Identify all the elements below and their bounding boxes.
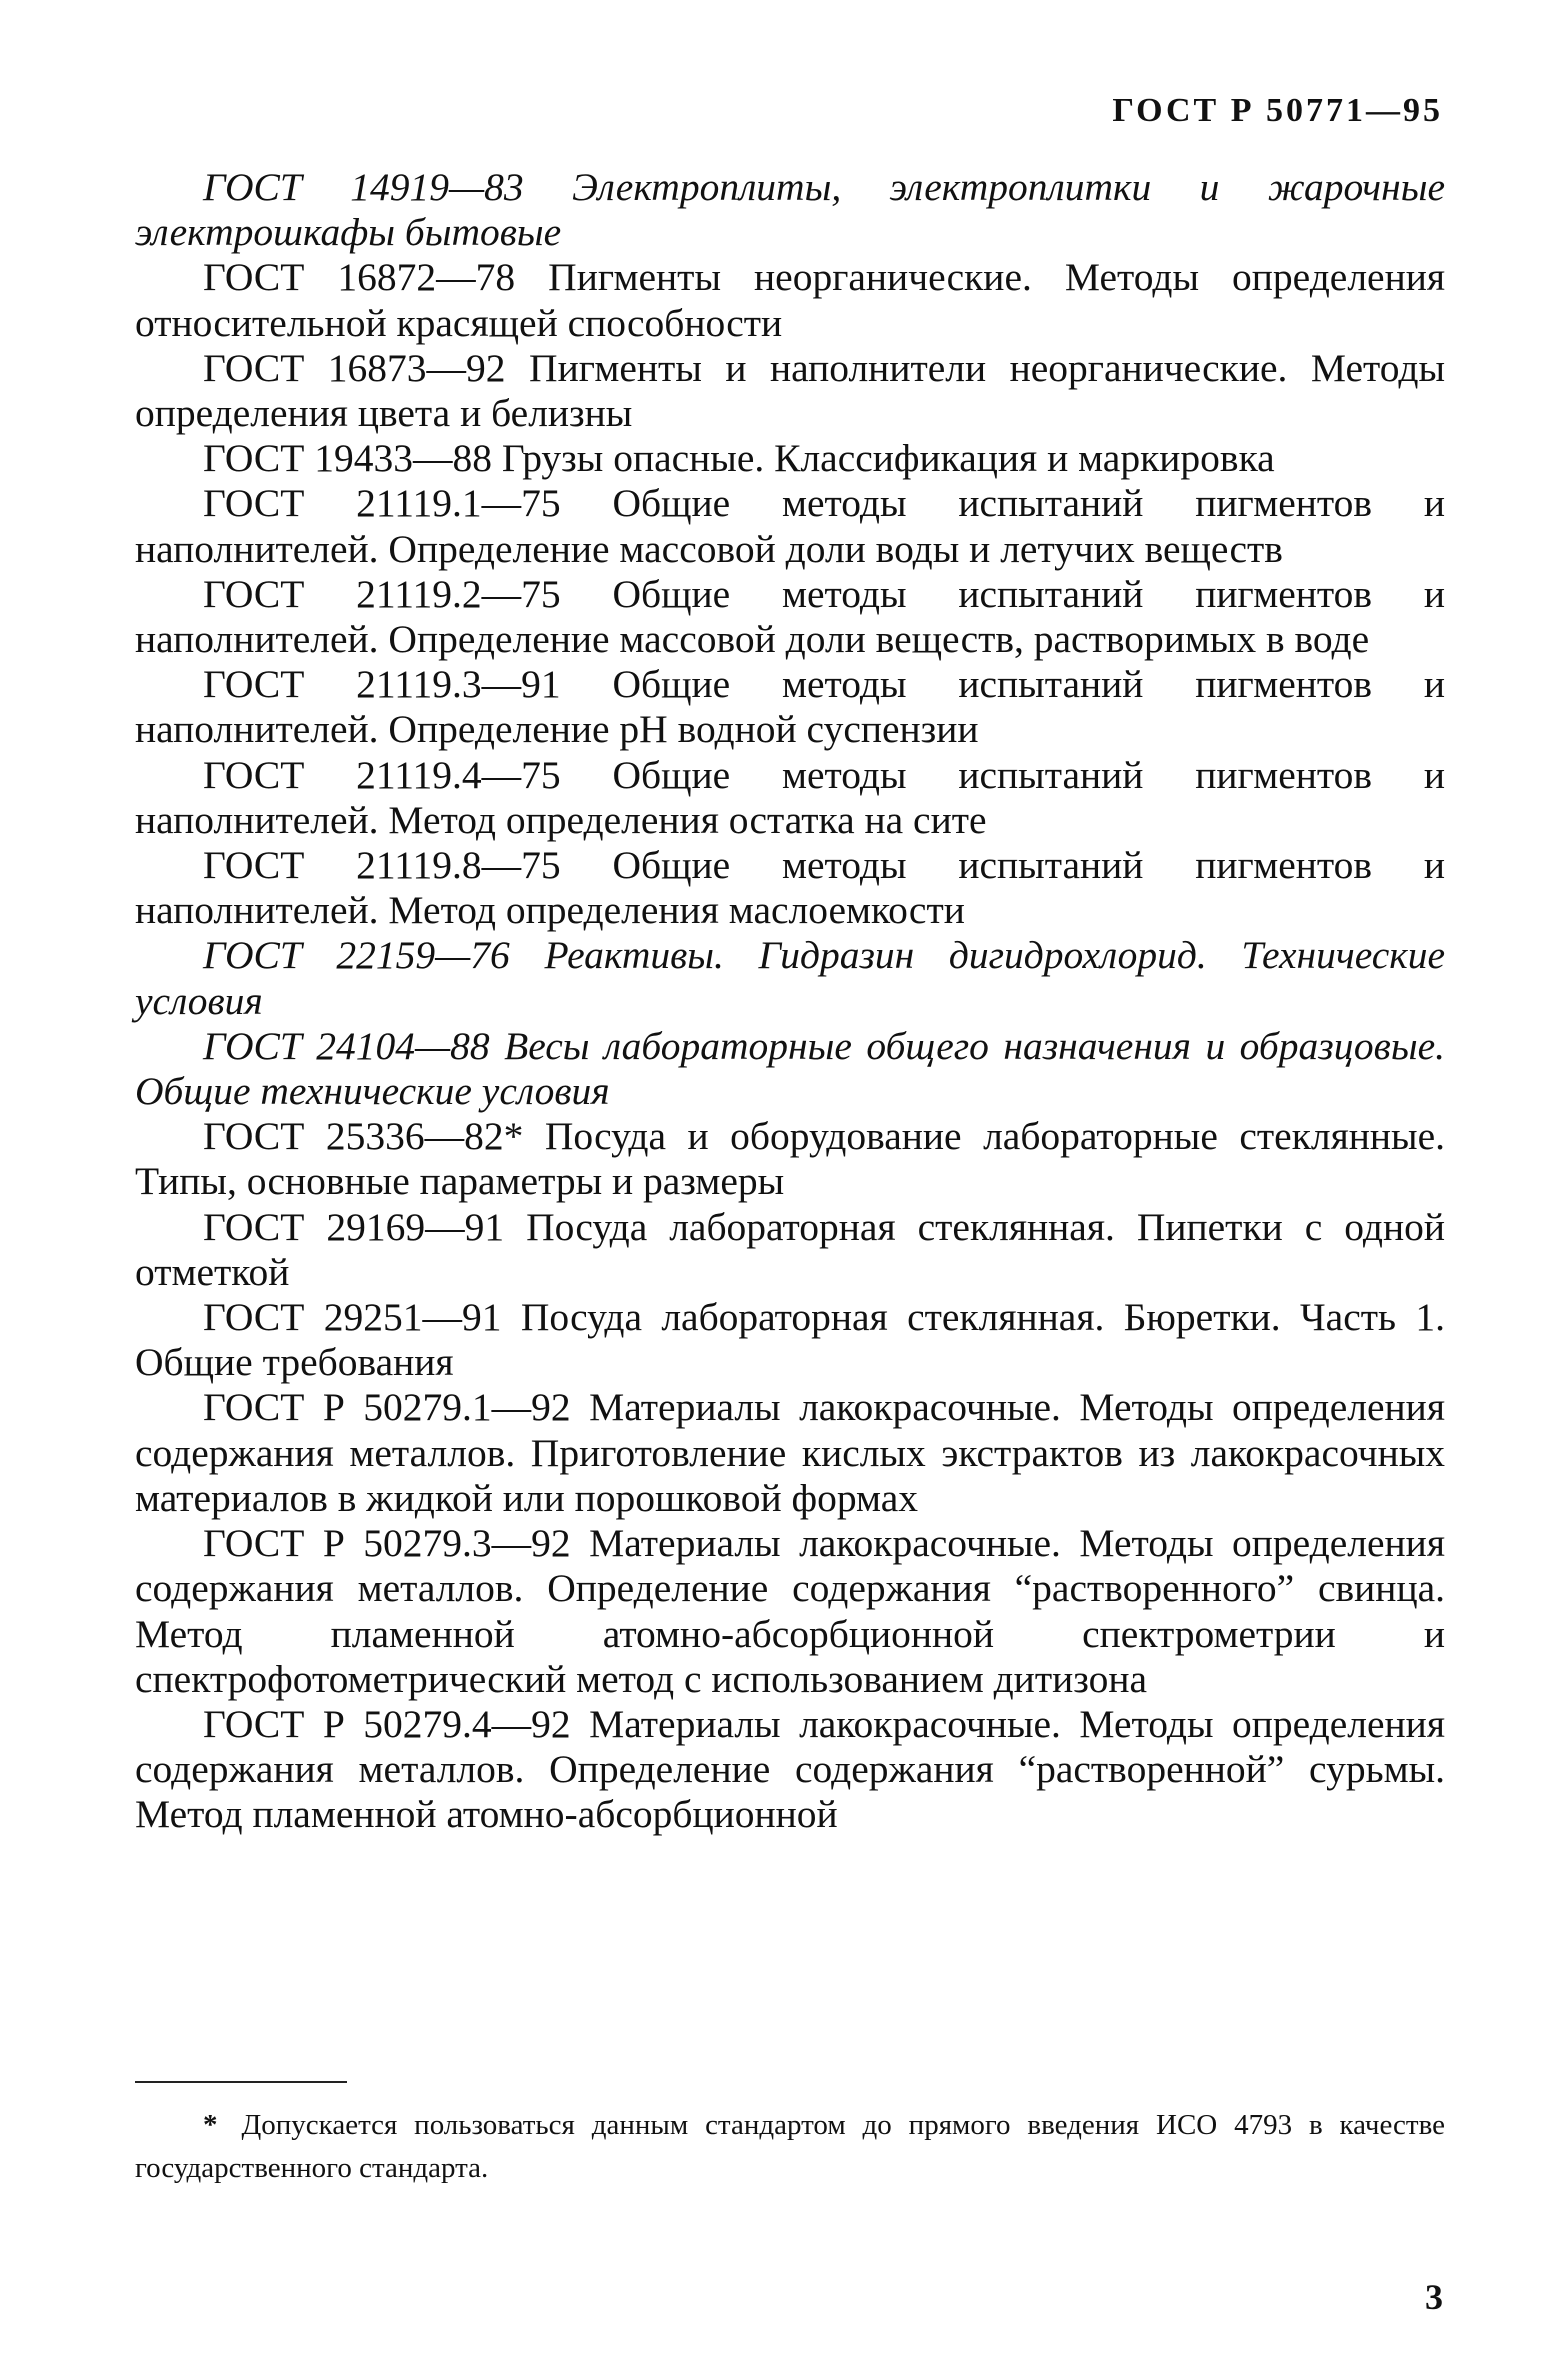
reference-code: ГОСТ 22159—76 — [203, 933, 510, 978]
reference-code: ГОСТ 29169—91 — [203, 1204, 505, 1249]
reference-title: Грузы опасные. Классификация и маркировка — [501, 436, 1275, 481]
reference-title: Материалы лакокрасочные. Методы определения содержания металлов. Определение содержания “растворенной” сурьмы. Метод пламенной атомно-абсорбционной — [135, 1701, 1445, 1837]
reference-entry — [135, 1295, 1445, 1385]
reference-title: Весы лабораторные общего назначения и образцовые. Общие технические условия — [135, 1023, 1445, 1114]
reference-code: ГОСТ 21119.4—75 — [203, 752, 561, 797]
reference-entry — [135, 1114, 1445, 1204]
reference-title: Пигменты неорганические. Методы определения относительной красящей способности — [135, 255, 1446, 345]
reference-entry — [135, 1205, 1445, 1295]
reference-title: Реактивы. Гидразин дигидрохлорид. Технические условия — [135, 933, 1445, 1023]
reference-title: Посуда лабораторная стеклянная. Бюретки. Часть 1. Общие требования — [135, 1295, 1446, 1385]
reference-code: ГОСТ 14919—83 — [203, 165, 524, 209]
reference-entry — [135, 933, 1445, 1023]
reference-entry — [135, 843, 1445, 933]
reference-title: Пигменты и наполнители неорганические. Методы определения цвета и белизны — [135, 345, 1445, 436]
reference-code: ГОСТ 21119.1—75 — [203, 481, 561, 526]
reference-code: ГОСТ 29251—91 — [203, 1295, 502, 1340]
reference-entry — [135, 1702, 1445, 1838]
reference-code: ГОСТ 25336—82* — [203, 1114, 524, 1159]
reference-code: ГОСТ 21119.8—75 — [203, 843, 561, 888]
reference-title: Электроплиты, электроплитки и жарочные электрошкафы бытовые — [135, 165, 1445, 255]
reference-code: ГОСТ 16872—78 — [203, 255, 516, 300]
footnote — [135, 2104, 1445, 2190]
reference-entry — [135, 1385, 1445, 1521]
reference-entry — [135, 436, 1445, 481]
reference-title: Общие методы испытаний пигментов и наполнителей. Метод определения маслоемкости — [135, 843, 1445, 933]
reference-entry — [135, 662, 1445, 752]
reference-title: Общие методы испытаний пигментов и наполнителей. Метод определения остатка на сите — [135, 752, 1445, 842]
reference-code: ГОСТ Р 50279.4—92 — [203, 1701, 571, 1746]
reference-entry — [135, 1521, 1445, 1702]
reference-code: ГОСТ Р 50279.1—92 — [203, 1385, 571, 1430]
reference-title: Общие методы испытаний пигментов и наполнителей. Определение массовой доли воды и летучих веществ — [135, 481, 1445, 571]
reference-entry — [135, 481, 1445, 571]
page-number: 3 — [1425, 2277, 1443, 2317]
reference-entry — [135, 165, 1445, 255]
footnote-divider — [135, 2081, 347, 2083]
reference-code: ГОСТ 21119.3—91 — [203, 662, 561, 707]
reference-entry — [135, 753, 1445, 843]
reference-title: Посуда и оборудование лабораторные стеклянные. Типы, основные параметры и размеры — [135, 1114, 1445, 1204]
reference-entry — [135, 255, 1445, 345]
reference-code: ГОСТ 21119.2—75 — [203, 571, 561, 616]
reference-code: ГОСТ 19433—88 — [203, 436, 492, 481]
reference-title: Общие методы испытаний пигментов и наполнителей. Определение pH водной суспензии — [135, 662, 1445, 752]
reference-title: Материалы лакокрасочные. Методы определения содержания металлов. Приготовление кислых экстрактов из лакокрасочных материалов в жидкой или порошковой формах — [135, 1385, 1445, 1520]
reference-code: ГОСТ 24104—88 — [203, 1023, 490, 1068]
reference-entry — [135, 1024, 1445, 1114]
normative-references-list — [135, 165, 1445, 1838]
reference-title: Общие методы испытаний пигментов и наполнителей. Определение массовой доли веществ, растворимых в воде — [135, 571, 1445, 662]
footnote-text: Допускается пользоваться данным стандартом до прямого введения ИСО 4793 в качестве государственного стандарта. — [135, 2109, 1445, 2184]
footnote-marker: * — [203, 2109, 218, 2141]
reference-code: ГОСТ 16873—92 — [203, 345, 506, 390]
reference-entry — [135, 572, 1445, 662]
page-header-standard-number: ГОСТ Р 50771—95 — [1112, 92, 1443, 129]
reference-title: Посуда лабораторная стеклянная. Пипетки с одной отметкой — [135, 1204, 1445, 1294]
reference-title: Материалы лакокрасочные. Методы определения содержания металлов. Определение содержания “растворенного” свинца. Метод пламенной атомно-абсорбционной спектрометрии и спектрофотометрический метод с использованием дитизона — [135, 1521, 1445, 1701]
reference-code: ГОСТ Р 50279.3—92 — [203, 1521, 571, 1566]
reference-entry — [135, 346, 1445, 436]
